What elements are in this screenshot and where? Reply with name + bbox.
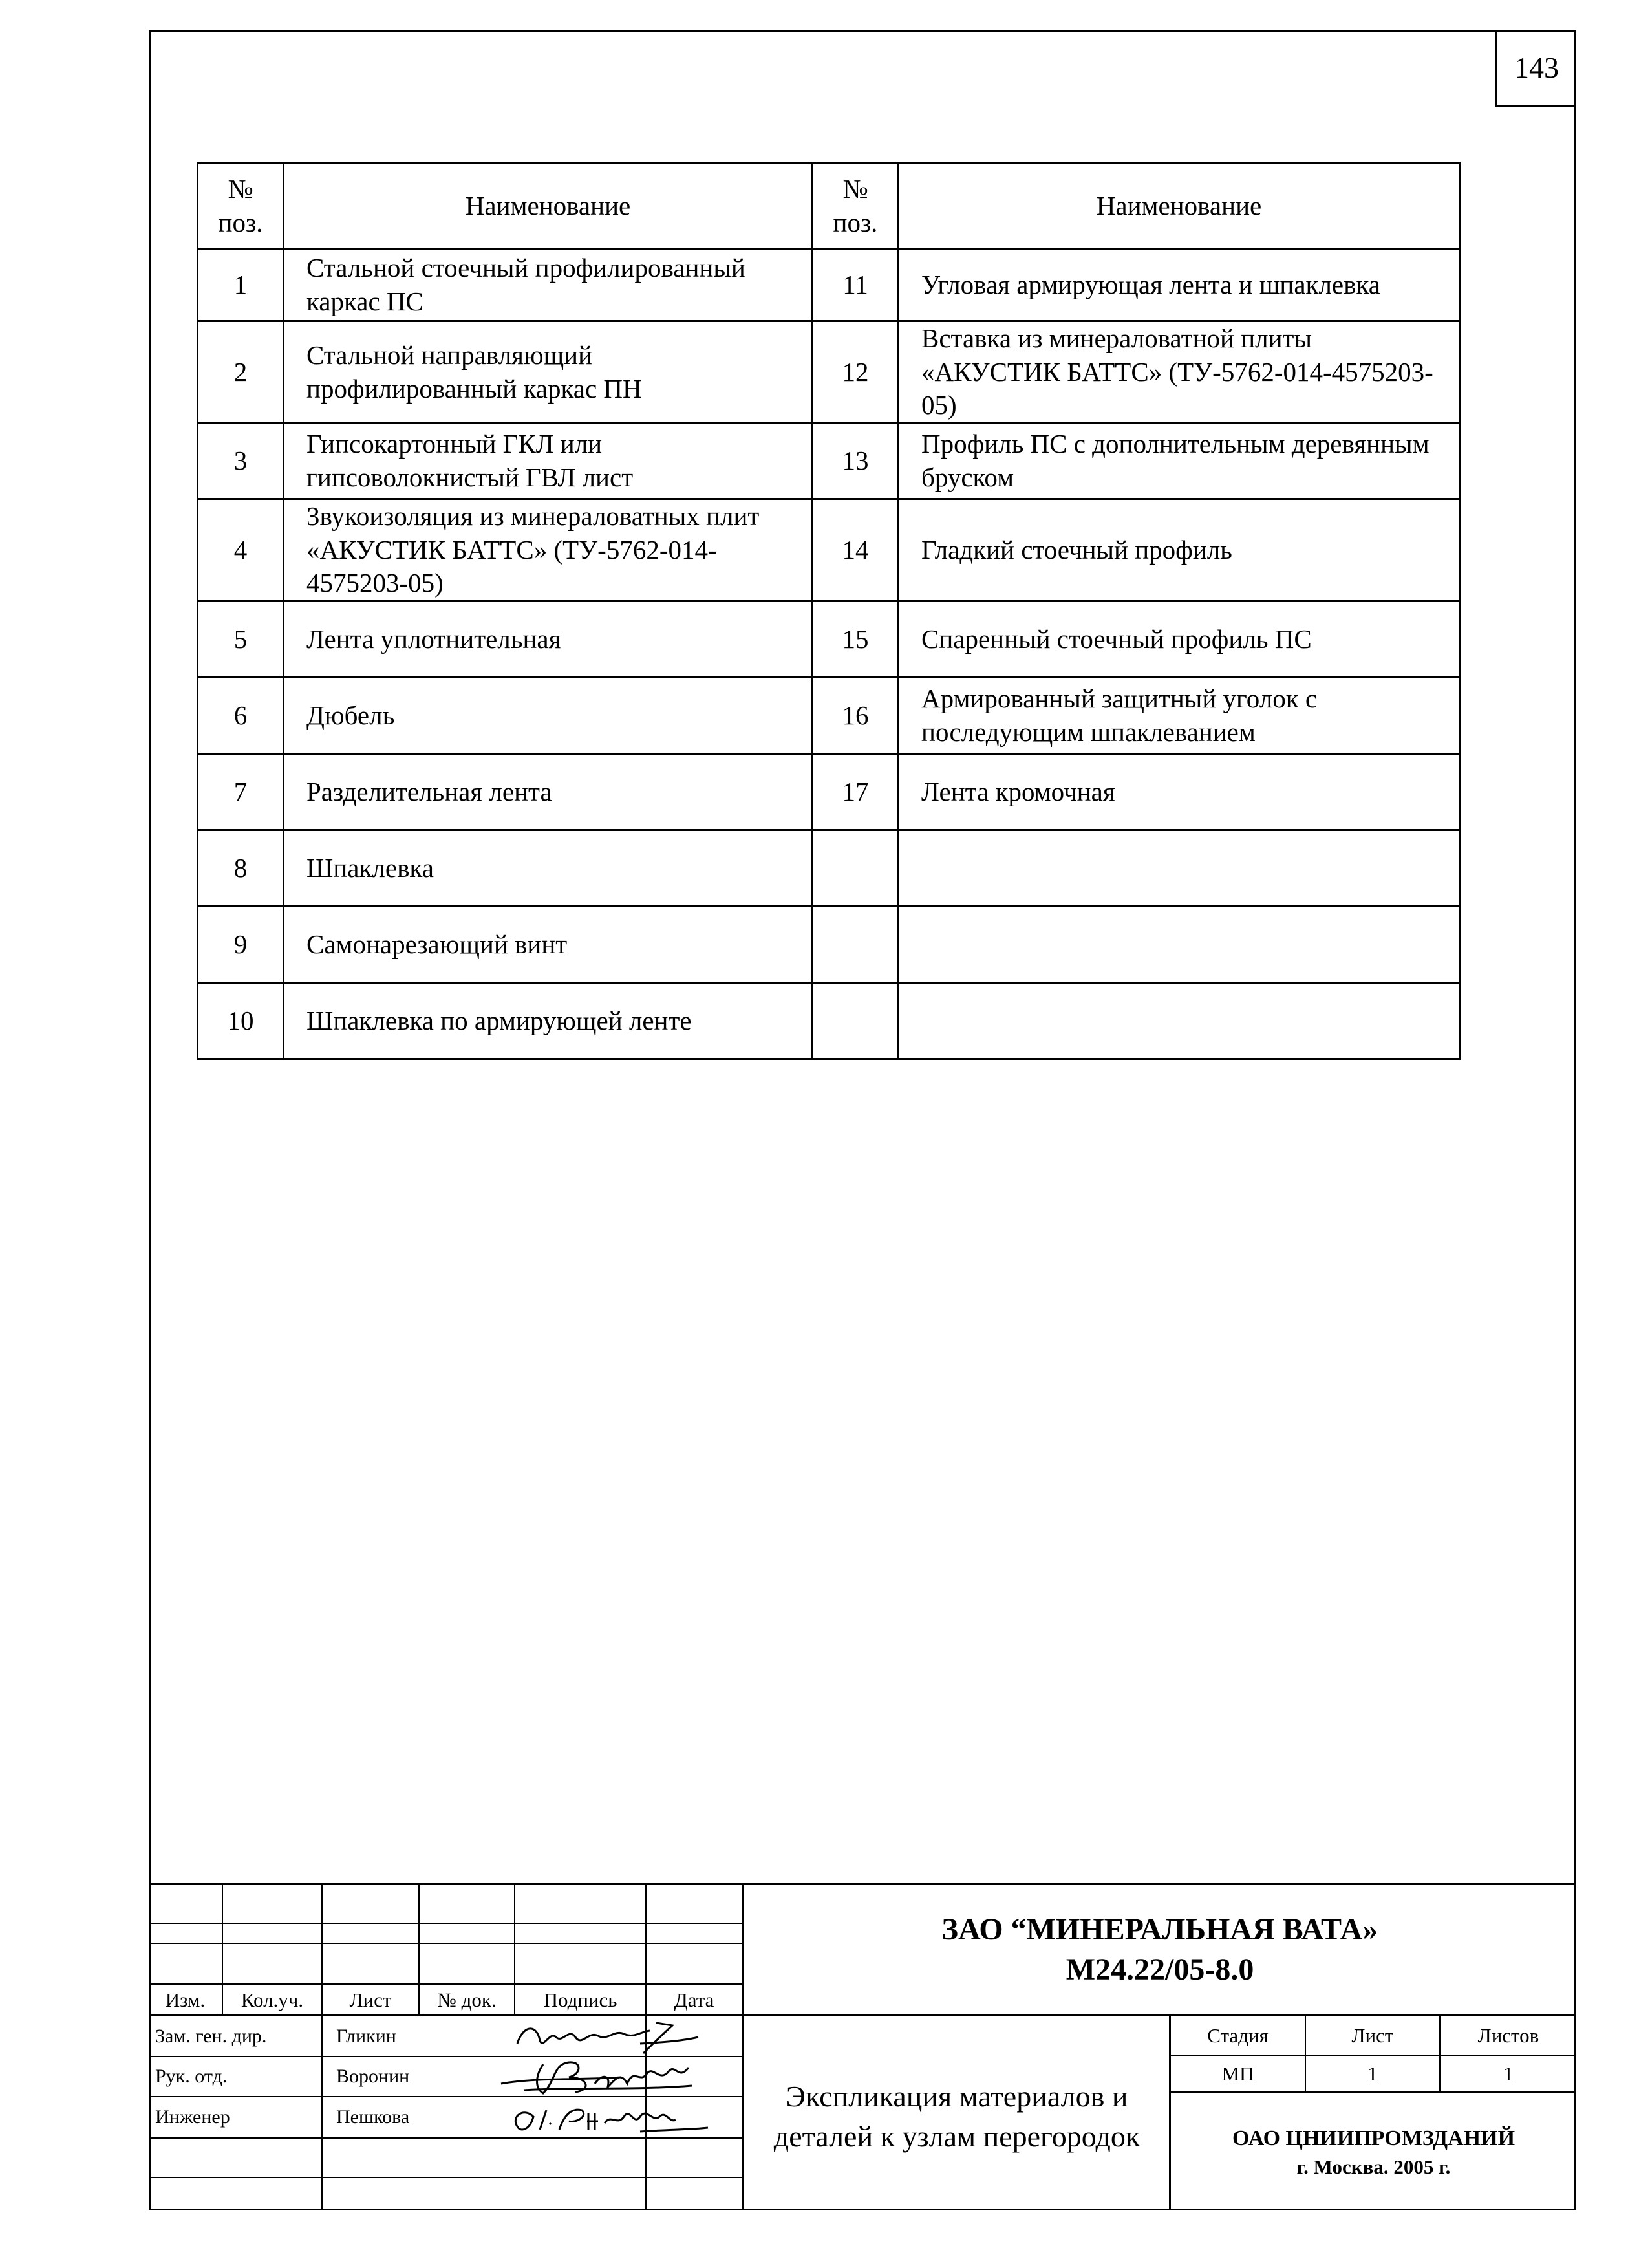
position-number-left: 4 xyxy=(198,499,284,601)
col-data: Дата xyxy=(674,1988,714,2011)
position-number-left: 7 xyxy=(198,754,284,830)
position-number-right: 12 xyxy=(813,321,899,424)
header-position-left: № поз. xyxy=(198,164,284,249)
col-doc-no: № док. xyxy=(437,1988,497,2011)
organization-header xyxy=(744,1885,1576,2014)
sheet-label: Лист xyxy=(1351,2024,1394,2047)
item-name-left: Стальной стоечный профилированный каркас ПС xyxy=(284,249,813,321)
position-number-left: 6 xyxy=(198,678,284,754)
title-block xyxy=(149,1883,1576,2210)
col-list: Лист xyxy=(349,1988,392,2011)
name-peshkova: Пешкова xyxy=(336,2106,410,2128)
position-number-right xyxy=(813,983,899,1059)
position-number-left: 2 xyxy=(198,321,284,424)
organization-name: ЗАО “МИНЕРАЛЬНАЯ ВАТА» xyxy=(941,1912,1378,1947)
item-name-left: Звукоизоляция из минераловатных плит «АКУСТИК БАТТС» (ТУ-5762-014-4575203-05) xyxy=(284,499,813,601)
position-number-right: 13 xyxy=(813,424,899,499)
name-glikin: Гликин xyxy=(336,2025,396,2047)
sheet-value: 1 xyxy=(1367,2062,1378,2085)
table-row xyxy=(198,907,1460,983)
name-voronin: Воронин xyxy=(336,2066,410,2087)
company-name: ОАО ЦНИИПРОМЗДАНИЙ xyxy=(1232,2126,1516,2150)
role-deputy-director: Зам. ген. дир. xyxy=(155,2025,267,2047)
item-name-right xyxy=(899,830,1460,907)
position-number-right: 16 xyxy=(813,678,899,754)
position-number-right xyxy=(813,830,899,907)
document-title: Экспликация материалов и деталей к узлам перегородок xyxy=(773,2079,1141,2153)
table-row xyxy=(198,830,1460,907)
item-name-right: Лента кромочная xyxy=(899,754,1460,830)
sheets-value: 1 xyxy=(1503,2062,1514,2085)
stage-value: МП xyxy=(1221,2062,1254,2085)
header-position-right: № поз. xyxy=(813,164,899,249)
position-number-left: 5 xyxy=(198,601,284,678)
item-name-right: Угловая армирующая лента и шпаклевка xyxy=(899,249,1460,321)
item-name-left: Самонарезающий винт xyxy=(284,907,813,983)
role-engineer: Инженер xyxy=(155,2106,230,2128)
table-header-row xyxy=(198,164,1460,249)
position-number-right: 14 xyxy=(813,499,899,601)
header-name-right: Наименование xyxy=(899,164,1460,249)
item-name-right: Гладкий стоечный профиль xyxy=(899,499,1460,601)
position-number-left: 9 xyxy=(198,907,284,983)
item-name-left: Разделительная лента xyxy=(284,754,813,830)
table-row xyxy=(198,678,1460,754)
header-name-left: Наименование xyxy=(284,164,813,249)
col-podpis: Подпись xyxy=(543,1988,617,2011)
item-name-left: Стальной направляющий профилированный каркас ПН xyxy=(284,321,813,424)
table-row xyxy=(198,499,1460,601)
table-row xyxy=(198,601,1460,678)
position-number-left: 10 xyxy=(198,983,284,1059)
table-body xyxy=(198,249,1460,1059)
item-name-right: Спаренный стоечный профиль ПС xyxy=(899,601,1460,678)
company-block xyxy=(1171,2093,1576,2210)
position-number-left: 1 xyxy=(198,249,284,321)
item-name-right: Армированный защитный уголок с последующим шпаклеванием xyxy=(899,678,1460,754)
table-row xyxy=(198,321,1460,424)
col-izm: Изм. xyxy=(165,1988,206,2011)
col-kol-uch: Кол.уч. xyxy=(241,1988,304,2011)
city-year: г. Москва. 2005 г. xyxy=(1296,2155,1451,2178)
position-number-right: 17 xyxy=(813,754,899,830)
signature-glikin xyxy=(511,2018,705,2057)
table-row xyxy=(198,249,1460,321)
item-name-right xyxy=(899,907,1460,983)
item-name-left: Шпаклевка xyxy=(284,830,813,907)
materials-table xyxy=(197,162,1461,1060)
position-number-left: 3 xyxy=(198,424,284,499)
position-number-left: 8 xyxy=(198,830,284,907)
role-head-department: Рук. отд. xyxy=(155,2066,228,2087)
sheets-label: Листов xyxy=(1477,2024,1539,2047)
position-number-right: 15 xyxy=(813,601,899,678)
table-row xyxy=(198,754,1460,830)
table-row xyxy=(198,424,1460,499)
table-row xyxy=(198,983,1460,1059)
item-name-right xyxy=(899,983,1460,1059)
item-name-right: Вставка из минераловатной плиты «АКУСТИК БАТТС» (ТУ-5762-014-4575203-05) xyxy=(899,321,1460,424)
document-code: М24.22/05-8.0 xyxy=(1066,1952,1254,1987)
signature-voronin xyxy=(498,2055,705,2100)
item-name-left: Дюбель xyxy=(284,678,813,754)
position-number-right xyxy=(813,907,899,983)
item-name-right: Профиль ПС с дополнительным деревянным бруском xyxy=(899,424,1460,499)
item-name-left: Лента уплотнительная xyxy=(284,601,813,678)
signature-peshkova xyxy=(498,2094,711,2139)
stage-label: Стадия xyxy=(1207,2024,1269,2047)
item-name-left: Шпаклевка по армирующей ленте xyxy=(284,983,813,1059)
page-number: 143 xyxy=(1495,30,1576,107)
item-name-left: Гипсокартонный ГКЛ или гипсоволокнистый ГВЛ лист xyxy=(284,424,813,499)
position-number-right: 11 xyxy=(813,249,899,321)
